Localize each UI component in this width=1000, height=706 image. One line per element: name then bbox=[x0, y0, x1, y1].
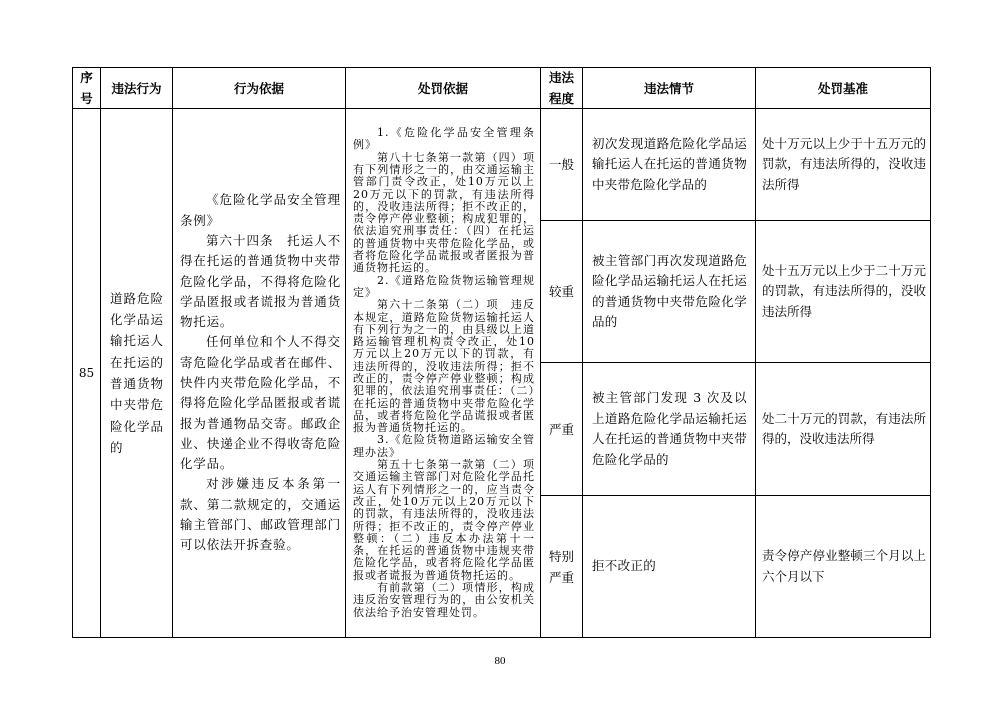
standard-text: 处十万元以上少于十五万元的罚款，有违法所得的，没收违法所得 bbox=[762, 135, 926, 192]
penalty-basis-paragraph: 1.《危险化学品安全管理条例》 bbox=[353, 126, 535, 152]
circumstance-text: 被主管部门再次发现道路危险化学品运输托运人在托运的普通货物中夹带危险化学品的 bbox=[592, 252, 747, 329]
entry-penalty-basis-cell bbox=[346, 109, 547, 638]
degree-label: 一般 bbox=[548, 157, 574, 172]
header-penalty-basis bbox=[346, 68, 541, 109]
basis-paragraph: 任何单位和个人不得交寄危险化学品或者在邮件、快件内夹带危险化学品，不得将危险化学品匿报或者谎报为普通物品交寄。邮政企业、快递企业不得收寄危险化学品。 bbox=[180, 334, 341, 472]
degree-cell-general bbox=[541, 109, 583, 221]
header-seq-label: 序号 bbox=[80, 70, 93, 106]
standard-text: 责令停产停业整顿三个月以上六个月以下 bbox=[762, 548, 926, 584]
basis-paragraph: 第六十四条 托运人不得在托运的普通货物中夹带危险化学品，不得将危险化学品匿报或者谎报为普通货物托运。 bbox=[180, 232, 341, 330]
header-penalty-basis-label: 处罚依据 bbox=[417, 80, 468, 96]
standard-text: 处二十万元的罚款，有违法所得的，没收违法所得 bbox=[762, 410, 926, 446]
basis-paragraph: 对涉嫌违反本条第一款、第二款规定的，交通运输主管部门、邮政管理部门可以依法开拆查验。 bbox=[180, 476, 341, 553]
header-basis-label: 行为依据 bbox=[233, 80, 284, 96]
circumstance-text: 初次发现道路危险化学品运输托运人在托运的普通货物中夹带危险化学品的 bbox=[592, 135, 747, 192]
degree-label: 严重 bbox=[548, 421, 574, 437]
entry-basis-cell bbox=[173, 109, 346, 638]
circumstance-cell-general bbox=[583, 109, 756, 221]
header-standard bbox=[756, 68, 931, 109]
header-circumstance-label: 违法情节 bbox=[643, 80, 694, 96]
standard-cell-general bbox=[756, 109, 931, 221]
circumstance-cell-serious bbox=[583, 221, 756, 363]
page-number: 80 bbox=[494, 655, 506, 667]
entry-penalty-basis-text bbox=[346, 126, 547, 619]
entry-seq-number: 85 bbox=[78, 366, 95, 380]
penalty-basis-paragraph: 第六十二条第（二）项 违反本规定，道路危险货物运输托运人有下列行为之一的，由县级以上道路运输管理机构责令改正，处10万元以上20万元以下的罚款，有违法所得的，没收违法所得；拒不改正的，责令停产停业整顿；构成犯罪的，依法追究刑事责任：（二）在托运的普通货物中夹带危险化学品，或者将危险化学品谎报或者匿报为普通货物托运的。 bbox=[353, 298, 535, 435]
degree-label: 特别严重 bbox=[548, 548, 574, 585]
standard-cell-especially-severe bbox=[756, 496, 931, 638]
penalty-basis-paragraph: 2.《道路危险货物运输管理规定》 bbox=[353, 273, 535, 299]
degree-cell-especially-severe bbox=[541, 496, 583, 638]
header-basis bbox=[173, 68, 346, 109]
penalty-basis-paragraph: 有前款第（二）项情形，构成违反治安管理行为的，由公安机关依法给予治安管理处罚。 bbox=[353, 581, 535, 619]
header-circumstance bbox=[583, 68, 756, 109]
header-act bbox=[101, 68, 173, 109]
penalty-basis-paragraph: 第八十七条第一款第（四）项 有下列情形之一的，由交通运输主管部门责令改正，处10万元以上20万元以下的罚款，有违法所得的，没收违法所得；拒不改正的，责令停产停业整顿；构成犯罪的，依法追究刑事责任：（四）在托运的普通货物中夹带危险化学品，或者将危险化学品谎报或者匿报为普通货物托运的。 bbox=[353, 150, 547, 275]
header-degree bbox=[541, 68, 583, 109]
circumstance-text: 拒不改正的 bbox=[592, 558, 657, 574]
standard-cell-serious bbox=[756, 221, 931, 363]
penalty-standard-table bbox=[72, 67, 931, 638]
entry-basis-text bbox=[173, 190, 345, 555]
circumstance-cell-severe bbox=[583, 363, 756, 496]
standard-text: 处十五万元以上少于二十万元的罚款，有违法所得的，没收违法所得 bbox=[762, 262, 926, 319]
degree-label: 较重 bbox=[548, 284, 574, 299]
entry-seq-cell bbox=[73, 109, 101, 638]
degree-cell-serious bbox=[541, 221, 583, 363]
circumstance-text: 被主管部门发现 3 次及以上道路危险化学品运输托运人在托运的普通货物中夹带危险化学品的 bbox=[592, 390, 747, 467]
basis-paragraph: 《危险化学品安全管理条例》 bbox=[180, 192, 341, 228]
circumstance-cell-especially-severe bbox=[583, 496, 756, 638]
standard-cell-severe bbox=[756, 363, 931, 496]
entry-act-cell bbox=[101, 109, 173, 638]
header-degree-label: 违法程度 bbox=[548, 70, 574, 106]
penalty-basis-paragraph: 3.《危险货物道路运输安全管理办法》 bbox=[353, 433, 535, 459]
header-act-label: 违法行为 bbox=[111, 80, 162, 96]
header-standard-label: 处罚基准 bbox=[817, 80, 868, 96]
header-seq bbox=[73, 68, 101, 109]
penalty-basis-paragraph: 第五十七条第一款第（二）项 交通运输主管部门对危险化学品托运人有下列情形之一的，应当责令改正，处10万元以上20万元以下的罚款，有违法所得的，没收违法所得；拒不改正的，责令停产停业整顿：（二）违反本办法第十一条，在托运的普通货物中违规夹带危险化学品，或者将危险化学品匿报或者谎报为普通货物托运的。 bbox=[353, 458, 547, 582]
degree-cell-severe bbox=[541, 363, 583, 496]
entry-act-text: 道路危险化学品运输托运人在托运的普通货物中夹带危险化学品的 bbox=[110, 290, 163, 455]
